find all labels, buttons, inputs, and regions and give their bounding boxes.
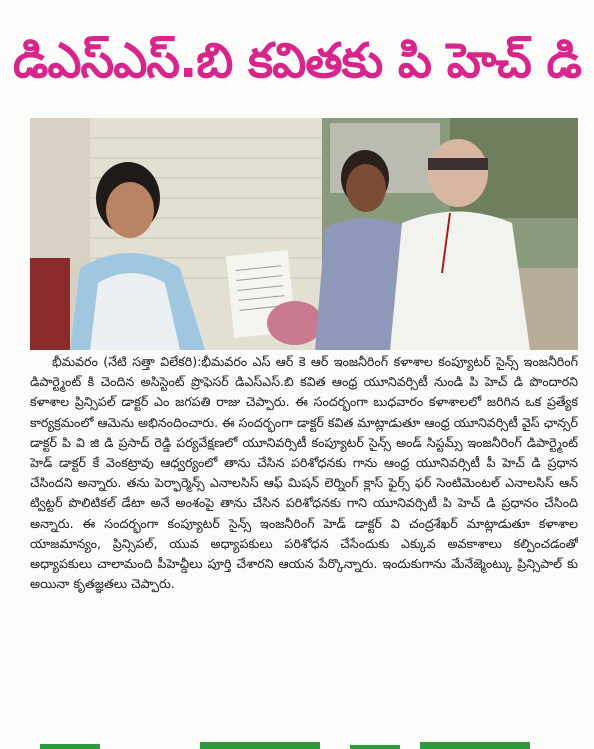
next-headline-fragment	[20, 738, 580, 749]
article-body: భీమవరం (నేటి సత్తా విలేకరి):భీమవరం ఎస్ ఆర్ కె ఆర్ ఇంజనీరింగ్ కళాశాల కంప్యూటర్ సైన్స్ ఇంజనీరింగ్ డిపార్ట్మెంట్ కి చెందిన అసిస్టెంట్ ప్రొఫెసర్ డిఎస్ఎస్.బి కవిత ఆంధ్ర యూనివర్సిటీ నుండి పి హెచ్ డి పొందారని కళాశాల ప్రిన్సిపల్ డాక్టర్ ఎం జగపతి రాజు చెప్పారు. ఈ సందర్భంగా బుధవారం కళాశాలలో జరిగిన ఒక ప్రత్యేక కార్యక్రమంలో ఆమెను అభినందించారు. ఈ సందర్భంగా డాక్టర్ కవిత మాట్లాడుతూ ఆంధ్ర యూనివర్సిటీ వైస్ ఛాన్సర్ డాక్టర్ పి వి జి డి ప్రసాద్ రెడ్డి పర్యవేక్షణలో యూనివర్సిటీ కంప్యూటర్ సైన్స్ అండ్ సిస్టమ్స్ ఇంజనీరింగ్ డిపార్ట్మెంట్ హెడ్ డాక్టర్ కే వెంకట్రావు ఆధ్వర్యంలో తాను చేసిన పరిశోధనకు గాను ఆంధ్ర యూనివర్సిటీ పీ హెచ్ డి ప్రధాన చేసిందని అన్నారు. తను పెర్ఫార్మెన్స్ ఎనాలసిస్ ఆఫ్ మిషన్ లెర్నింగ్ క్లాస్ ఫైర్స్ ఫర్ సెంటిమెంటల్ ఎనాలసిస్ ఆన్ ట్విట్టర్ పొలిటికల్ డేటా అనే అంశంపై తాను చేసిన పరిశోధనకు గాని యూనివర్సిటీ పి హెచ్ డి ప్రధానం చేసింది అన్నారు. ఈ సందర్భంగా కంప్యూటర్ సైన్స్ ఇంజనీరింగ్ హెడ్ డాక్టర్ వి చంద్రశేఖర్ మాట్లాడుతూ కళాశాల యాజమాన్యం, ప్రిన్సిపల్, యువ అధ్యాపకులు పరిశోధన చేసేందుకు ఎక్కువ అవకాశాలు కల్పించడంతో అధ్యాపకులు చాలామంది పీహెచ్డీలు పూర్తి చేశారని ఆయన పేర్కొన్నారు. ఇందుకుగాను మేనేజ్మెంట్కు ప్రిన్సిపాల్ కు అయినా కృతజ్ఞతలు చెప్పారు.	[30, 354, 578, 592]
photo-illustration	[30, 118, 578, 350]
headline: డిఎస్ఎస్.బి కవితకు పి హెచ్ డి	[12, 33, 582, 89]
news-photo	[30, 118, 578, 350]
